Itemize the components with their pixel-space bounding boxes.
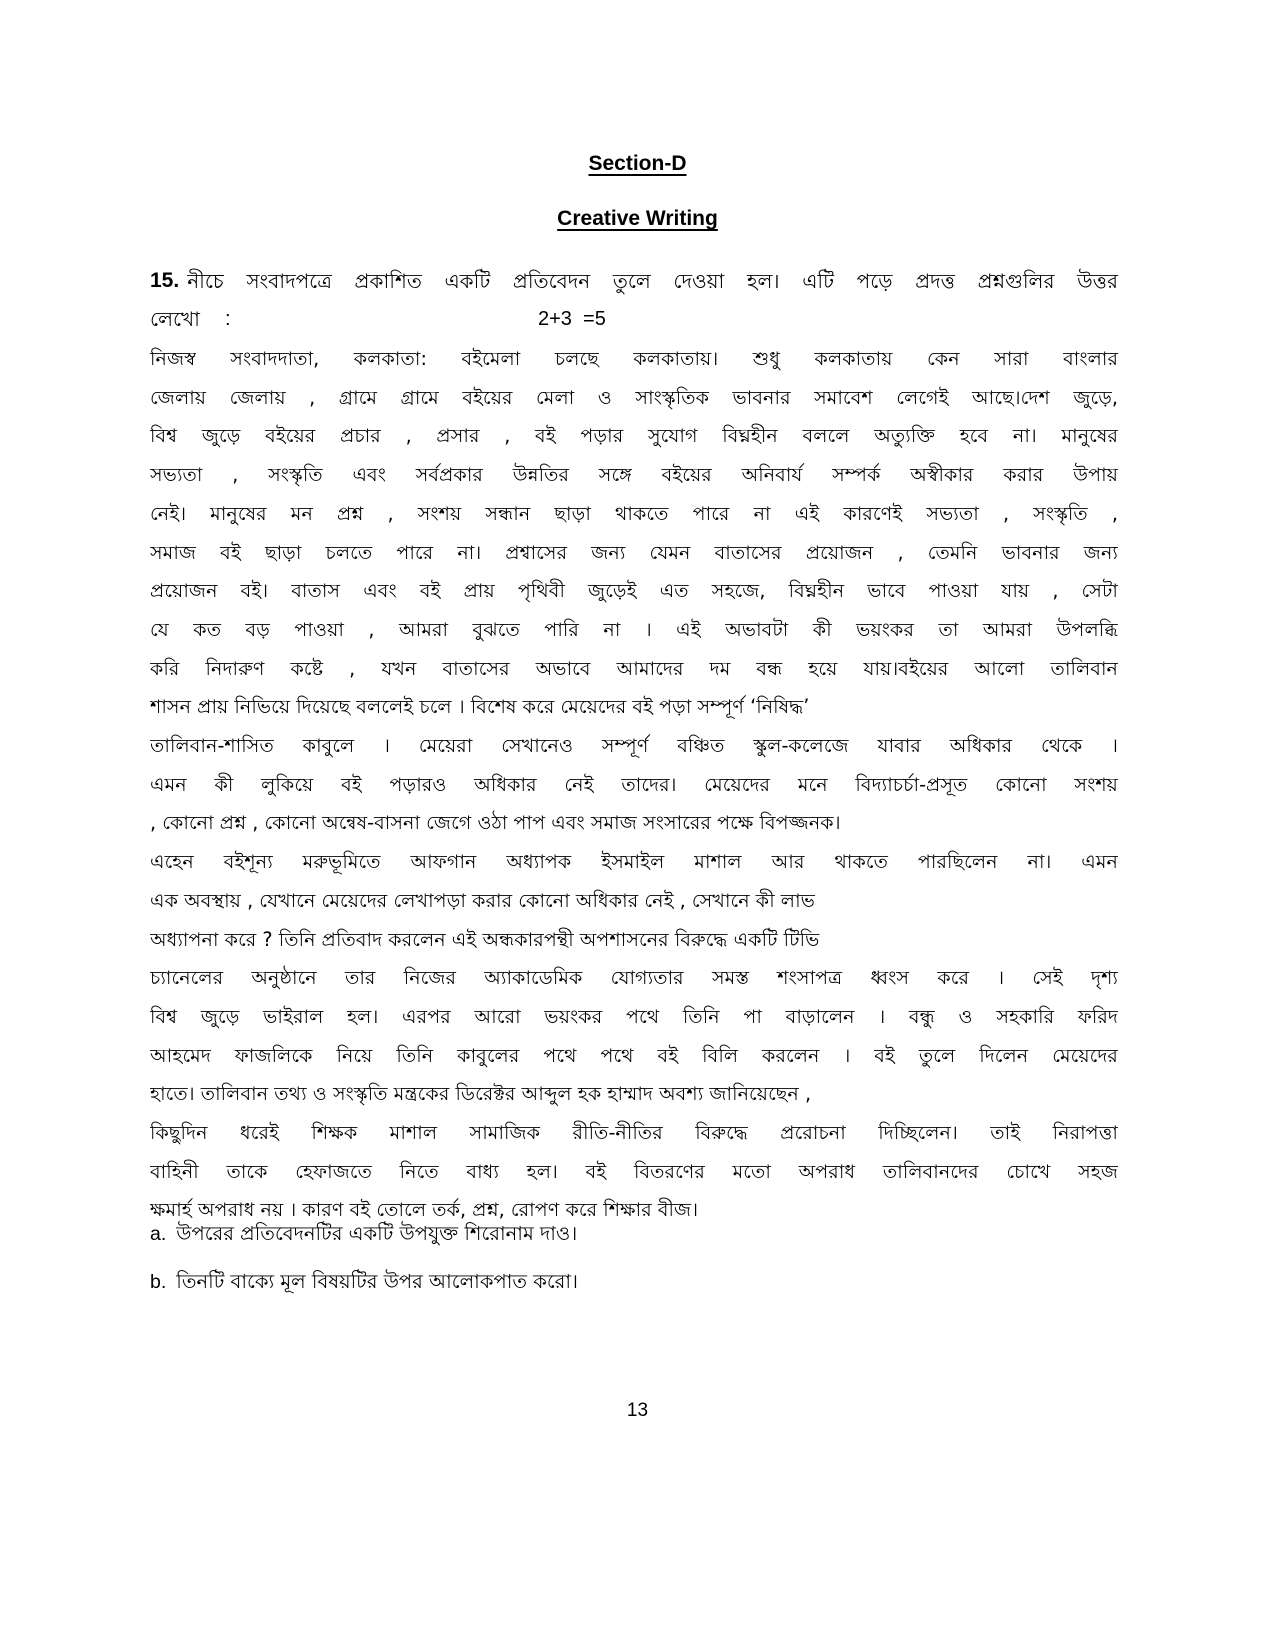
passage-line: এক অবস্থায় , যেখানে মেয়েদের লেখাপড়া করার কোনো অধিকার নেই , সেখানে কী লাভ [150, 888, 815, 912]
passage-line: আহমেদ ফাজলিকে নিয়ে তিনি কাবুলের পথে পথে বই বিলি করলেন । বই তুলে দিলেন মেয়েদের [150, 1043, 1118, 1067]
passage-line: কিছুদিন ধরেই শিক্ষক মাশাল সামাজিক রীতি-নীতির বিরুদ্ধে প্ররোচনা দিচ্ছিলেন। তাই নিরাপত্তা [150, 1121, 1118, 1145]
passage-line: করি নিদারুণ কষ্টে , যখন বাতাসের অভাবে আমাদের দম বন্ধ হয়ে যায়।বইয়ের আলো তালিবান [150, 656, 1118, 680]
page-number: 13 [626, 1400, 649, 1421]
sub-question-label: a. [150, 1223, 167, 1245]
passage-line: , কোনো প্রশ্ন , কোনো অন্বেষ-বাসনা জেগে ওঠা পাপ এবং সমাজ সংসারের পক্ষে বিপজ্জনক। [150, 811, 841, 835]
question-instruction [150, 262, 1118, 300]
passage-line: শাসন প্রায় নিভিয়ে দিয়েছে বললেই চলে । বিশেষ করে মেয়েদের বই পড়া সম্পূর্ণ ‘নিষিদ্ধ’ [150, 695, 810, 719]
passage-line: বিশ্ব জুড়ে ভাইরাল হল। এরপর আরো ভয়ংকর পথে তিনি পা বাড়ালেন । বন্ধু ও সহকারি ফরিদ [150, 1004, 1118, 1028]
passage-line: সমাজ বই ছাড়া চলতে পারে না। প্রশ্বাসের জন্য যেমন বাতাসের প্রয়োজন , তেমনি ভাবনার জন্য [150, 540, 1118, 564]
passage-line: নেই। মানুষের মন প্রশ্ন , সংশয় সন্ধান ছাড়া থাকতে পারে না এই কারণেই সভ্যতা , সংস্কৃতি , [150, 501, 1118, 525]
passage-line: বিশ্ব জুড়ে বইয়ের প্রচার , প্রসার , বই পড়ার সুযোগ বিঘ্নহীন বললে অত্যুক্তি হবে না। মানুষের [150, 424, 1118, 448]
passage-line: তালিবান-শাসিত কাবুলে । মেয়েরা সেখানেও সম্পূর্ণ বঞ্চিত স্কুল-কলেজে যাবার অধিকার থেকে । [150, 734, 1118, 758]
question-number: 15. [150, 269, 180, 292]
news-report-passage [150, 340, 1118, 1230]
section-title: Section-D [588, 152, 687, 175]
sub-question-text: উপরের প্রতিবেদনটির একটি উপযুক্ত শিরোনাম দাও। [176, 1222, 578, 1245]
question-15 [150, 262, 1118, 338]
instruction-colon: : [225, 308, 231, 330]
sub-question-a [150, 1220, 577, 1252]
passage-line: হাতে। তালিবান তথ্য ও সংস্কৃতি মন্ত্রকের ডিরেক্টর আব্দুল হক হাম্মাদ অবশ্য জানিয়েছেন , [150, 1082, 812, 1106]
sub-question-text: তিনটি বাক্যে মূল বিষয়টির উপর আলোকপাত করো। [176, 1270, 579, 1293]
question-instruction-text: নীচে সংবাদপত্রে প্রকাশিত একটি প্রতিবেদন তুলে দেওয়া হল। এটি পড়ে প্রদত্ত প্রশ্নগুলির উত্তর [187, 269, 1118, 293]
passage-line: প্রয়োজন বই। বাতাস এবং বই প্রায় পৃথিবী জুড়েই এত সহজে, বিঘ্নহীন ভাবে পাওয়া যায় , সেটা [150, 579, 1118, 603]
subsection-title: Creative Writing [557, 207, 718, 230]
question-marks: 2+3 =5 [538, 308, 606, 330]
sub-question-b [150, 1268, 578, 1300]
instruction-word: লেখো [150, 307, 200, 331]
passage-line: বাহিনী তাকে হেফাজতে নিতে বাধ্য হল। বই বিতরণের মতো অপরাধ তালিবানদের চোখে সহজ [150, 1159, 1118, 1183]
passage-line: যে কত বড় পাওয়া , আমরা বুঝতে পারি না । এই অভাবটা কী ভয়ংকর তা আমরা উপলব্ধি [150, 617, 1118, 641]
question-instruction-line2 [150, 300, 1118, 338]
passage-line: সভ্যতা , সংস্কৃতি এবং সর্বপ্রকার উন্নতির সঙ্গে বইয়ের অনিবার্য সম্পর্ক অস্বীকার করার উপায় [150, 463, 1118, 487]
sub-question-label: b. [150, 1271, 167, 1293]
passage-line: জেলায় জেলায় , গ্রামে গ্রামে বইয়ের মেলা ও সাংস্কৃতিক ভাবনার সমাবেশ লেগেই আছে।দেশ জুড়ে, [150, 385, 1118, 409]
passage-line: এহেন বইশূন্য মরুভূমিতে আফগান অধ্যাপক ইসমাইল মাশাল আর থাকতে পারছিলেন না। এমন [150, 850, 1118, 874]
passage-line: চ্যানেলের অনুষ্ঠানে তার নিজের অ্যাকাডেমিক যোগ্যতার সমস্ত শংসাপত্র ধ্বংস করে । সেই দৃশ্য [150, 966, 1118, 990]
passage-line: নিজস্ব সংবাদদাতা, কলকাতা: বইমেলা চলছে কলকাতায়। শুধু কলকাতায় কেন সারা বাংলার [150, 347, 1118, 370]
passage-line: অধ্যাপনা করে ? তিনি প্রতিবাদ করলেন এই অন্ধকারপন্থী অপশাসনের বিরুদ্ধে একটি টিভি [150, 927, 820, 951]
passage-line: এমন কী লুকিয়ে বই পড়ারও অধিকার নেই তাদের। মেয়েদের মনে বিদ্যাচর্চা-প্রসূত কোনো সংশয় [150, 772, 1118, 796]
passage-line: ক্ষমার্হ অপরাধ নয় । কারণ বই তোলে তর্ক, প্রশ্ন, রোপণ করে শিক্ষার বীজ। [150, 1198, 699, 1222]
